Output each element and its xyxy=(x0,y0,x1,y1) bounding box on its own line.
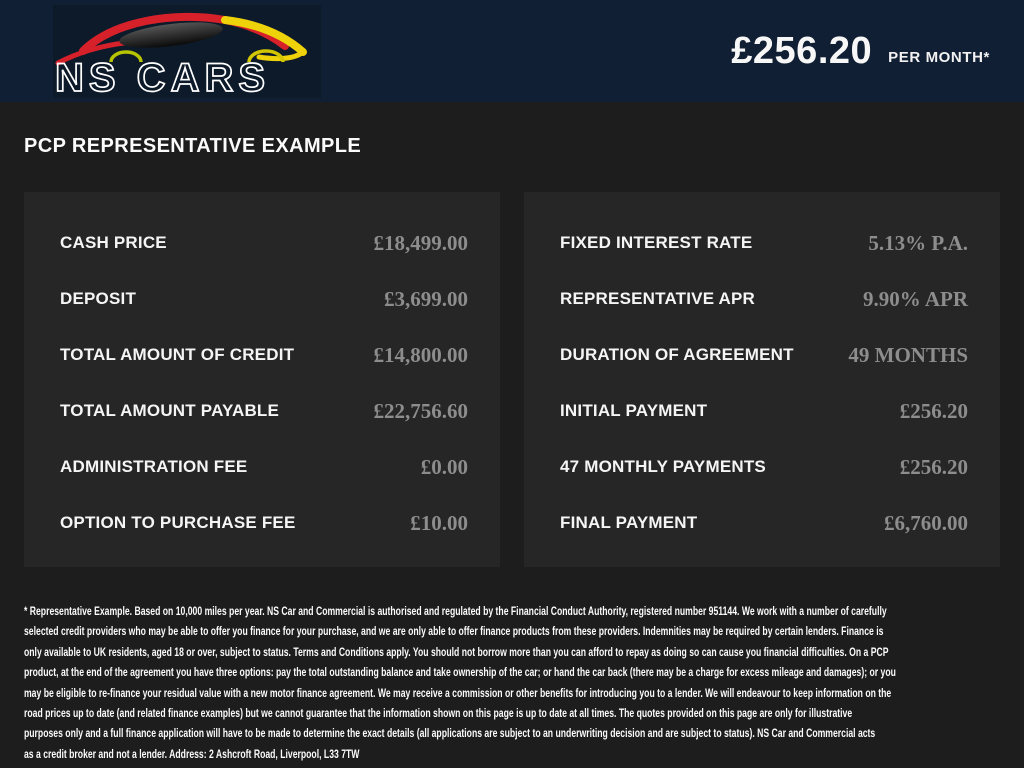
finance-row-total-payable xyxy=(24,383,500,439)
finance-row-duration xyxy=(524,327,1000,383)
finance-row-value: £3,699.00 xyxy=(384,286,468,311)
finance-row-final-payment xyxy=(524,495,1000,551)
finance-row-deposit xyxy=(24,271,500,327)
finance-row-label: ADMINISTRATION FEE xyxy=(60,457,248,476)
brand-logo[interactable] xyxy=(53,5,321,98)
finance-row-value: £14,800.00 xyxy=(373,342,468,367)
finance-row-initial-payment xyxy=(524,383,1000,439)
finance-row-label: TOTAL AMOUNT PAYABLE xyxy=(60,401,280,420)
finance-row-cash-price xyxy=(24,215,500,271)
finance-row-representative-apr xyxy=(524,271,1000,327)
finance-row-value: £0.00 xyxy=(420,454,468,479)
finance-row-value: 5.13% P.A. xyxy=(868,230,968,255)
finance-row-label: CASH PRICE xyxy=(60,233,167,252)
brand-wordmark: NS CARS xyxy=(55,56,271,98)
finance-row-value: 9.90% APR xyxy=(863,286,968,311)
legal-disclaimer xyxy=(24,601,1024,764)
finance-row-label: DURATION OF AGREEMENT xyxy=(560,345,794,364)
finance-row-label: 47 MONTHLY PAYMENTS xyxy=(560,457,766,476)
finance-row-option-to-purchase-fee xyxy=(24,495,500,551)
finance-row-label: OPTION TO PURCHASE FEE xyxy=(60,513,296,532)
finance-row-label: TOTAL AMOUNT OF CREDIT xyxy=(60,345,295,364)
brand-car-icon xyxy=(53,5,321,98)
legal-disclaimer-line: * Representative Example. Based on 10,000 miles per year. NS Car and Commercial is authorised and regulated by the Financial Conduct Authority, registered number 951144. We work with a number of carefully xyxy=(24,604,887,618)
legal-disclaimer-line: product, at the end of the agreement you have three options: pay the total outstanding balance and take ownership of the car; or hand the car back (there may be a charge for excess mileage and damages); or you xyxy=(24,665,896,680)
finance-row-value: 49 MONTHS xyxy=(848,342,968,367)
finance-row-value: £18,499.00 xyxy=(373,230,468,255)
finance-row-admin-fee xyxy=(24,439,500,495)
finance-row-value: £256.20 xyxy=(899,454,968,479)
finance-row-monthly-payments xyxy=(524,439,1000,495)
finance-row-label: INITIAL PAYMENT xyxy=(560,401,708,420)
finance-row-label: FIXED INTEREST RATE xyxy=(560,233,753,252)
finance-row-value: £10.00 xyxy=(410,510,468,535)
legal-disclaimer-line: road prices up to date (and related finance examples) but we cannot guarantee that the information shown on this page is up to date at all times. The quotes provided on this page are only for illustrative xyxy=(24,706,853,721)
price-amount: £256.20 xyxy=(731,29,873,72)
finance-row-value: £22,756.60 xyxy=(373,398,468,423)
page-title: PCP REPRESENTATIVE EXAMPLE xyxy=(24,135,362,157)
finance-row-label: REPRESENTATIVE APR xyxy=(560,289,756,308)
legal-disclaimer-line: only available to UK residents, aged 18 or over, subject to status. Terms and Conditions apply. You should not borrow more than you can afford to repay as doing so can cause you financial difficulties. On a PCP xyxy=(24,644,889,659)
finance-panel-right xyxy=(524,192,1000,567)
finance-row-total-credit xyxy=(24,327,500,383)
price-suffix: PER MONTH* xyxy=(888,48,990,66)
finance-row-value: £6,760.00 xyxy=(884,510,968,535)
finance-row-fixed-interest-rate xyxy=(524,215,1000,271)
header-bar xyxy=(0,0,1024,102)
finance-row-label: DEPOSIT xyxy=(60,289,137,308)
monthly-price xyxy=(731,0,990,102)
legal-disclaimer-line: selected credit providers who may be able to offer you finance for your purchase, and we are only able to offer finance products from these providers. Indemnities may be required by certain lenders. Finance is xyxy=(24,624,884,639)
finance-panel-left xyxy=(24,192,500,567)
finance-row-label: FINAL PAYMENT xyxy=(560,513,698,532)
finance-row-value: £256.20 xyxy=(899,398,968,423)
legal-disclaimer-line: may be eligible to re-finance your residual value with a new motor finance agreement. We may receive a commission or other benefits for introducing you to a lender. We will endeavour to keep information on the xyxy=(24,685,892,700)
legal-disclaimer-line: purposes only and a full finance application will have to be made to determine the exact details (all applications are subject to an underwriting decision and are subject to status). NS Car and Commercial acts xyxy=(24,726,876,741)
legal-disclaimer-line: as a credit broker and not a lender. Address: 2 Ashcroft Road, Liverpool, L33 7TW xyxy=(24,746,360,761)
